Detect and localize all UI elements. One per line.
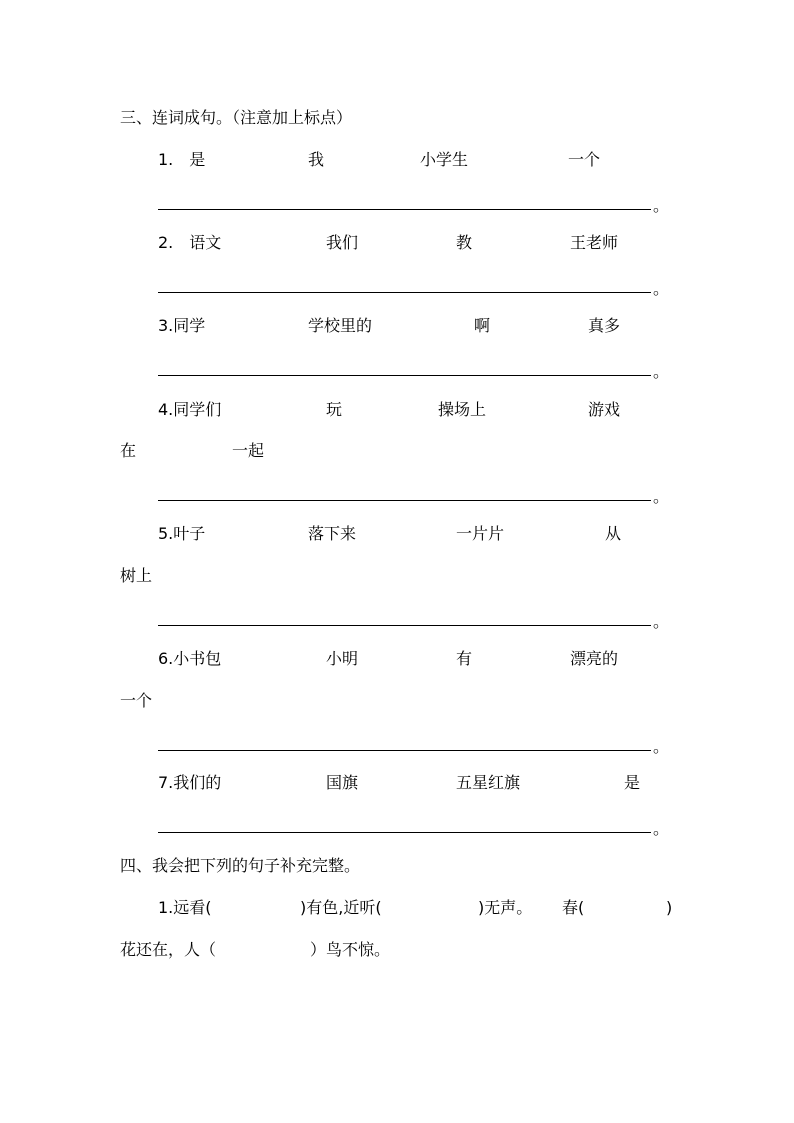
end-mark: 。 bbox=[653, 362, 670, 381]
word: 落下来 bbox=[308, 524, 357, 543]
answer-line[interactable] bbox=[158, 500, 651, 501]
word: 国旗 bbox=[326, 773, 359, 792]
end-mark: 。 bbox=[653, 279, 670, 298]
word: 树上 bbox=[120, 566, 153, 585]
word: 2. 语文 bbox=[158, 233, 222, 252]
answer-line[interactable] bbox=[158, 209, 651, 210]
word: 一个 bbox=[120, 691, 153, 710]
end-mark: 。 bbox=[653, 487, 670, 506]
word: 小学生 bbox=[420, 150, 469, 169]
word: 一片片 bbox=[456, 524, 505, 543]
word: 5.叶子 bbox=[158, 524, 206, 543]
word: 教 bbox=[456, 233, 473, 252]
text-segment: ）鸟不惊。 bbox=[310, 940, 391, 959]
end-mark: 。 bbox=[653, 196, 670, 215]
word: 我们 bbox=[326, 233, 359, 252]
answer-line[interactable] bbox=[158, 375, 651, 376]
word: 玩 bbox=[326, 400, 343, 419]
word: 6.小书包 bbox=[158, 649, 222, 668]
word: 3.同学 bbox=[158, 316, 206, 335]
section4-title: 四、我会把下列的句子补充完整。 bbox=[120, 856, 361, 875]
word: 真多 bbox=[588, 316, 621, 335]
answer-line[interactable] bbox=[158, 292, 651, 293]
word: 在 bbox=[120, 441, 137, 460]
word: 啊 bbox=[474, 316, 491, 335]
text-segment: )有色,近听( bbox=[300, 898, 382, 917]
word: 五星红旗 bbox=[456, 773, 521, 792]
end-mark: 。 bbox=[653, 737, 670, 756]
word: 从 bbox=[605, 524, 622, 543]
word: 漂亮的 bbox=[570, 649, 619, 668]
word: 7.我们的 bbox=[158, 773, 222, 792]
word: 我 bbox=[308, 150, 325, 169]
word: 游戏 bbox=[588, 400, 621, 419]
word: 小明 bbox=[326, 649, 359, 668]
word: 是 bbox=[624, 773, 641, 792]
section3-title: 三、连词成句。（注意加上标点） bbox=[120, 108, 353, 127]
word: 学校里的 bbox=[308, 316, 373, 335]
word: 一个 bbox=[568, 150, 601, 169]
text-segment: )无声。 bbox=[478, 898, 533, 917]
word: 一起 bbox=[232, 441, 265, 460]
word: 王老师 bbox=[570, 233, 619, 252]
answer-line[interactable] bbox=[158, 750, 651, 751]
answer-line[interactable] bbox=[158, 832, 651, 833]
text-segment: 花还在，人（ bbox=[120, 940, 217, 959]
text-segment: 1.远看( bbox=[158, 898, 212, 917]
word: 操场上 bbox=[438, 400, 487, 419]
word: 有 bbox=[456, 649, 473, 668]
text-segment: ) bbox=[666, 898, 673, 917]
end-mark: 。 bbox=[653, 612, 670, 631]
word: 4.同学们 bbox=[158, 400, 222, 419]
text-segment: 春( bbox=[562, 898, 585, 917]
end-mark: 。 bbox=[653, 819, 670, 838]
word: 1. 是 bbox=[158, 150, 206, 169]
answer-line[interactable] bbox=[158, 625, 651, 626]
